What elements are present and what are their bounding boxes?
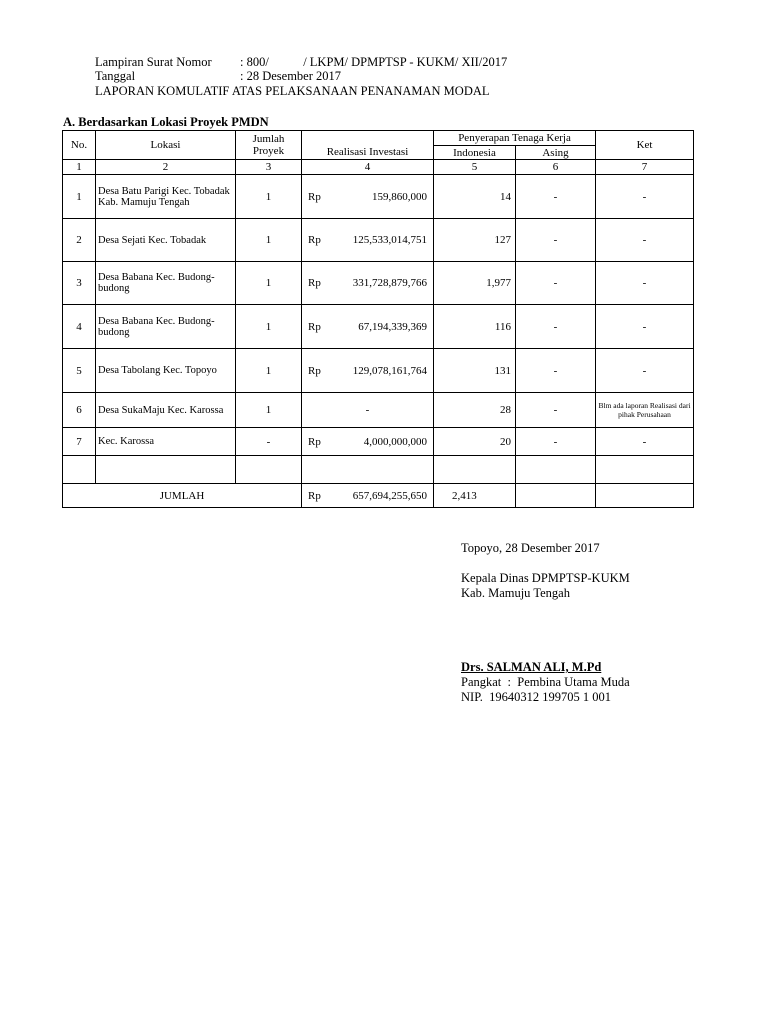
row-indonesia: 20 xyxy=(434,428,516,456)
rp-label: Rp xyxy=(308,489,321,502)
header-asing: Asing xyxy=(516,146,596,160)
row-jumlah: 1 xyxy=(236,349,302,393)
empty-cell xyxy=(96,456,236,484)
row-asing: - xyxy=(516,428,596,456)
table-row xyxy=(63,428,694,456)
row-investasi xyxy=(302,262,434,305)
row-lokasi: Kec. Karossa xyxy=(96,428,236,456)
empty-cell xyxy=(302,456,434,484)
investment-table xyxy=(62,130,694,508)
row-investasi: - xyxy=(302,393,434,428)
table-row xyxy=(63,262,694,305)
table-row xyxy=(63,393,694,428)
total-indonesia: 2,413 xyxy=(434,484,516,508)
empty-cell xyxy=(516,456,596,484)
total-amount: 657,694,255,650 xyxy=(352,489,427,502)
row-no: 3 xyxy=(63,262,96,305)
tanggal-value: : 28 Desember 2017 xyxy=(240,69,342,83)
empty-cell xyxy=(63,456,96,484)
empty-cell xyxy=(434,456,516,484)
signature-nip: NIP. 19640312 199705 1 001 xyxy=(461,690,612,704)
col-number: 2 xyxy=(96,160,236,175)
row-investasi xyxy=(302,428,434,456)
signature-place-date: Topoyo, 28 Desember 2017 xyxy=(461,541,600,555)
row-ket: - xyxy=(596,428,694,456)
empty-cell xyxy=(596,484,694,508)
header-indonesia: Indonesia xyxy=(434,146,516,160)
table-row xyxy=(63,349,694,393)
signature-pangkat: Pangkat : Pembina Utama Muda xyxy=(461,675,630,689)
header-lokasi: Lokasi xyxy=(96,131,236,160)
row-ket: Blm ada laporan Realisasi dari pihak Perusahaan xyxy=(596,393,694,428)
table-header-row xyxy=(63,131,694,146)
rp-label: Rp xyxy=(308,320,321,333)
row-asing: - xyxy=(516,349,596,393)
row-jumlah: 1 xyxy=(236,175,302,219)
investasi-amount: 67,194,339,369 xyxy=(358,320,427,333)
row-indonesia: 127 xyxy=(434,219,516,262)
row-investasi xyxy=(302,175,434,219)
rp-label: Rp xyxy=(308,190,321,203)
column-number-row xyxy=(63,160,694,175)
signature-position-2: Kab. Mamuju Tengah xyxy=(461,586,570,600)
total-label: JUMLAH xyxy=(63,484,302,508)
row-jumlah: 1 xyxy=(236,262,302,305)
rp-label: Rp xyxy=(308,364,321,377)
row-lokasi: Desa SukaMaju Kec. Karossa xyxy=(96,393,236,428)
row-lokasi: Desa Sejati Kec. Tobadak xyxy=(96,219,236,262)
row-ket: - xyxy=(596,305,694,349)
row-investasi xyxy=(302,349,434,393)
row-lokasi: Desa Babana Kec. Budong-budong xyxy=(96,262,236,305)
empty-cell xyxy=(516,484,596,508)
report-title: LAPORAN KOMULATIF ATAS PELAKSANAAN PENANAMAN MODAL xyxy=(95,84,490,98)
row-indonesia: 116 xyxy=(434,305,516,349)
table-row xyxy=(63,305,694,349)
table-row-empty xyxy=(63,456,694,484)
row-lokasi: Desa Batu Parigi Kec. Tobadak Kab. Mamuju Tengah xyxy=(96,175,236,219)
row-jumlah: 1 xyxy=(236,219,302,262)
row-ket: - xyxy=(596,262,694,305)
row-indonesia: 28 xyxy=(434,393,516,428)
row-asing: - xyxy=(516,175,596,219)
header-ket: Ket xyxy=(596,131,694,160)
investasi-amount: 129,078,161,764 xyxy=(352,364,427,377)
row-jumlah: 1 xyxy=(236,393,302,428)
row-no: 5 xyxy=(63,349,96,393)
row-asing: - xyxy=(516,393,596,428)
row-indonesia: 14 xyxy=(434,175,516,219)
row-investasi xyxy=(302,219,434,262)
total-row xyxy=(63,484,694,508)
empty-cell xyxy=(596,456,694,484)
header-realisasi: Realisasi Investasi xyxy=(302,131,434,160)
row-asing: - xyxy=(516,219,596,262)
row-jumlah: 1 xyxy=(236,305,302,349)
signature-name: Drs. SALMAN ALI, M.Pd xyxy=(461,660,602,674)
col-number: 1 xyxy=(63,160,96,175)
row-asing: - xyxy=(516,305,596,349)
lampiran-value: : 800/ / LKPM/ DPMPTSP - KUKM/ XII/2017 xyxy=(240,55,508,69)
row-jumlah: - xyxy=(236,428,302,456)
col-number: 5 xyxy=(434,160,516,175)
row-ket: - xyxy=(596,175,694,219)
table-row xyxy=(63,219,694,262)
tanggal-label: Tanggal xyxy=(95,69,136,83)
lampiran-label: Lampiran Surat Nomor xyxy=(95,55,212,69)
investasi-amount: 159,860,000 xyxy=(372,190,427,203)
investasi-amount: 125,533,014,751 xyxy=(352,234,427,246)
header-penyerapan: Penyerapan Tenaga Kerja xyxy=(434,131,596,146)
investasi-amount: 331,728,879,766 xyxy=(352,277,427,289)
header-no: No. xyxy=(63,131,96,160)
row-no: 6 xyxy=(63,393,96,428)
col-number: 7 xyxy=(596,160,694,175)
row-no: 2 xyxy=(63,219,96,262)
rp-label: Rp xyxy=(308,234,321,246)
row-investasi xyxy=(302,305,434,349)
row-no: 1 xyxy=(63,175,96,219)
col-number: 3 xyxy=(236,160,302,175)
total-investasi xyxy=(302,484,434,508)
col-number: 4 xyxy=(302,160,434,175)
row-indonesia: 131 xyxy=(434,349,516,393)
empty-cell xyxy=(236,456,302,484)
row-no: 7 xyxy=(63,428,96,456)
row-ket: - xyxy=(596,349,694,393)
investasi-amount: 4,000,000,000 xyxy=(363,435,427,448)
row-indonesia: 1,977 xyxy=(434,262,516,305)
row-lokasi: Desa Tabolang Kec. Topoyo xyxy=(96,349,236,393)
section-title: A. Berdasarkan Lokasi Proyek PMDN xyxy=(63,115,269,129)
col-number: 6 xyxy=(516,160,596,175)
rp-label: Rp xyxy=(308,277,321,289)
table-row xyxy=(63,175,694,219)
row-ket: - xyxy=(596,219,694,262)
signature-position-1: Kepala Dinas DPMPTSP-KUKM xyxy=(461,571,630,585)
header-jumlah-proyek: Jumlah Proyek xyxy=(236,131,302,160)
rp-label: Rp xyxy=(308,435,321,448)
row-lokasi: Desa Babana Kec. Budong-budong xyxy=(96,305,236,349)
row-no: 4 xyxy=(63,305,96,349)
row-asing: - xyxy=(516,262,596,305)
